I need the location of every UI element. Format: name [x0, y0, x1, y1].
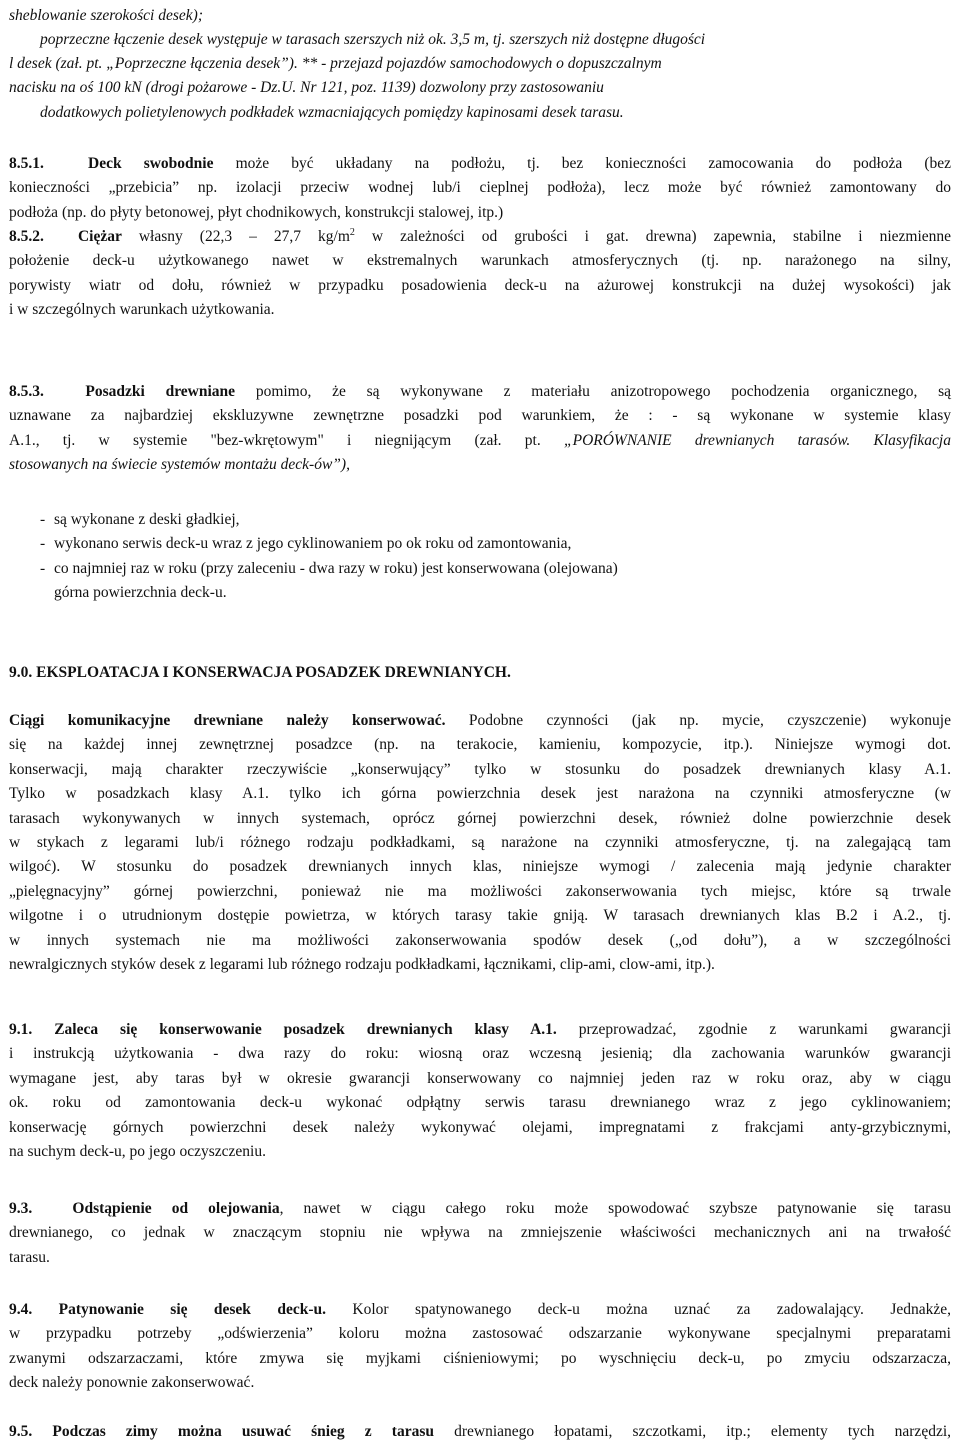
list-item [40, 532, 940, 556]
dash-marker: - [40, 511, 46, 528]
section-8-5-3 [9, 380, 951, 478]
section-9-4 [9, 1298, 951, 1396]
section-9-1-line: wymagane jest, aby taras był w okresie gwarancji konserwowany co najmniej jeden raz w roku oraz, aby w ciągu [9, 1069, 951, 1087]
section-9-1-line: konserwację górnych powierzchni desek należy wykonywać olejami, impregnatami z frakcjami anty-grzybicznymi, [9, 1118, 951, 1136]
intro-line-4: nacisku na oś 100 kN (drogi pożarowe - Dz.U. Nr 121, poz. 1139) dozwolony przy zastosowaniu [9, 79, 604, 96]
section-9-4-line: deck należy ponownie zakonserwować. [9, 1374, 255, 1392]
section-8-5-2 [9, 225, 951, 323]
section-heading: Ciężar [77, 228, 122, 245]
section-9-1-line: i instrukcją użytkowania - dwa razy do roku: wiosną oraz wczesną jesienią; dla zachowania warunków gwarancji [9, 1045, 951, 1063]
section-9-3-line-1 [9, 1197, 951, 1221]
section-9-4-line: w przypadku potrzeby „odświerzenia” koloru można zastosować odszarzanie wykonywane specjalnymi preparatami [9, 1325, 951, 1343]
section-8-5-2-line-1 [9, 225, 951, 249]
dash-marker: - [40, 559, 46, 577]
section-9-4-line: zwanymi odszarzaczami, które zmywa się myjkami ciśnieniowymi; po wyschnięciu deck-u, po zmyciu odszarzacza, [9, 1349, 951, 1367]
section-reference: „PORÓWNANIE drewnianych tarasów. Klasyfikacja [563, 431, 951, 449]
section-9-0-line: się na każdej innej zewnętrznej posadzce (np. na terakocie, kamieniu, kompozycie, itp.). Niniejsze wymogi dot. [9, 736, 951, 754]
section-9-3 [9, 1197, 951, 1270]
list-item-text: są wykonane z deski gładkiej, [54, 511, 240, 528]
section-lead: 9.1. Zaleca się konserwowanie posadzek drewnianych klasy A.1. [9, 1021, 557, 1038]
section-number: 8.5.3. [9, 383, 44, 400]
bullet-list [40, 508, 940, 606]
section-8-5-1 [9, 152, 951, 225]
section-8-5-2-line-3: porywisty wiatr od dołu, również w przypadku posadowienia deck-u na ażurowej konstrukcji na dużej wysokości) jak [9, 276, 951, 294]
section-8-5-1-line-2: konieczności „przebicia” np. izolacji przeciw wodnej lub/i cieplnej podłoża), lecz może być również zamontowany do [9, 179, 951, 197]
list-item [40, 557, 940, 581]
section-9-0-line-1 [9, 709, 951, 733]
section-lead: 9.4. Patynowanie się desek deck-u. [9, 1301, 326, 1318]
section-8-5-1-line-1 [9, 152, 951, 176]
section-8-5-3-line-1 [9, 380, 951, 404]
section-9-0-line: wilgoć). W stosunku do posadzek drewnianych innych klas, niniejsze wymogi / zalecenia mają jedynie charakter [9, 858, 951, 876]
section-heading: Deck swobodnie [88, 155, 214, 172]
intro-line-1: sheblowanie szerokości desek); [9, 7, 203, 24]
list-item [40, 508, 940, 532]
section-9-0-line: w stykach z legarami lub/i różnego rodzaju podkładkami, są narażone na czynniki atmosferyczne, tj. na zalegającą tam [9, 833, 951, 851]
section-9-0-line: konserwacji, mają charakter rzeczywiście „konserwujący” tylko w stosunku do posadzek drewnianych klasy A.1. [9, 760, 951, 778]
section-8-5-3-line-4: stosowanych na świecie systemów montażu deck-ów”), [9, 456, 350, 474]
intro-line-2: poprzeczne łączenie desek występuje w tarasach szerszych niż ok. 3,5 m, tj. szerszych niż dostępne długości [40, 31, 706, 48]
superscript-2: 2 [349, 226, 355, 238]
section-number: 9.3. [9, 1200, 33, 1217]
section-heading: Posadzki drewniane [85, 383, 236, 400]
dash-marker: - [40, 535, 46, 553]
section-9-0-line: tarasach wykonywanych w innych systemach, oprócz górnej powierzchni desek, również dolne powierzchnie desek [9, 809, 951, 827]
intro-line-3: l desek (zał. pt. „Poprzeczne łączenia desek”). ** - przejazd pojazdów samochodowych o dopuszczalnym [9, 55, 662, 72]
section-9-4-line-1 [9, 1298, 951, 1322]
section-8-5-2-line-2: położenie deck-u użytkowanego nawet w ekstremalnych warunkach atmosferycznych (tj. np. narażonego na silny, [9, 252, 951, 270]
section-text: może być układany na podłożu, tj. bez konieczności zamocowania do podłoża (bez [235, 155, 952, 172]
section-text: drewnianego łopatami, szczotkami, itp.; elementy tych narzędzi, [454, 1423, 952, 1440]
section-text: Kolor spatynowanego deck-u można uznać za zadowalający. Jednakże, [352, 1301, 951, 1318]
section-9-5-line-1 [9, 1420, 951, 1444]
section-9-0-line: wilgotne i o utrudnionym dostępie powietrza, w których tarasy takie gniją. W tarasach drewnianych klas B.2 i A.2., tj. [9, 907, 951, 925]
section-9-0 [9, 709, 951, 977]
section-9-3-line: drewnianego, co jednak w znaczącym stopniu nie wpływa na zmniejszenie właściwości mechanicznych ani na trwałość [9, 1224, 951, 1242]
section-9-1-line-1 [9, 1018, 951, 1042]
section-text: pomimo, że są wykonywane z materiału anizotropowego pochodzenia organicznego, są [255, 383, 952, 400]
section-9-0-line: „pielęgnacyjny” górnej powierzchni, ponieważ nie ma możliwości zakonserwowania tych miejsc, które są trwale [9, 882, 951, 900]
section-text: przeprowadzać, zgodnie z warunkami gwarancji [578, 1021, 952, 1038]
list-item-text: wykonano serwis deck-u wraz z jego cyklinowaniem po ok roku od zamontowania, [54, 535, 572, 553]
section-number: 8.5.2. [9, 228, 44, 245]
section-heading: Odstąpienie od olejowania [72, 1200, 280, 1217]
section-9-0-line: newralgicznych styków desek z legarami lub różnego rodzaju podkładkami, łącznikami, clip-ami, clow-ami, itp.). [9, 955, 715, 973]
section-9-0-line: Tylko w posadzkach klasy A.1. tylko ich górna powierzchnia desek jest narażona na czynniki atmosferyczne (w [9, 785, 951, 803]
section-text: , nawet w ciągu całego roku może spowodować szybsze patynowanie się tarasu [279, 1200, 951, 1217]
section-lead: 9.5. Podczas zimy można usuwać śnieg z tarasu [9, 1423, 434, 1440]
section-9-3-line: tarasu. [9, 1248, 50, 1266]
section-9-0-line: w innych systemach nie ma możliwości zakonserwowania spodów desek („od dołu”), a w szczególności [9, 931, 951, 949]
section-9-1-line: ok. roku od zamontowania deck-u wykonać odpłątny serwis tarasu drewnianego wraz z jego cyklinowaniem; [9, 1094, 951, 1112]
section-8-5-3-line-3 [9, 429, 951, 453]
section-text-post: w zależności od grubości i gat. drewna) zapewnia, stabilne i niezmienne [354, 228, 952, 245]
list-item-text: co najmniej raz w roku (przy zaleceniu - dwa razy w roku) jest konserwowana (olejowana) [54, 559, 618, 577]
section-lead: Ciągi komunikacyjne drewniane należy konserwować. [9, 712, 446, 729]
list-item-continuation: górna powierzchnia deck-u. [54, 584, 227, 602]
section-text-pre: własny (22,3 – 27,7 kg/m [138, 228, 350, 245]
section-8-5-1-line-3: podłoża (np. do płyty betonowej, płyt chodnikowych, konstrukcji stalowej, itp.) [9, 203, 504, 221]
section-9-5 [9, 1420, 951, 1444]
section-text: A.1., tj. w systemie "bez-wkrętowym" i niegnijącym (zał. pt. [9, 431, 541, 449]
intro-line-5: dodatkowych polietylenowych podkładek wzmacniających pomiędzy kapinosami desek tarasu. [40, 104, 624, 121]
chapter-title: 9.0. EKSPLOATACJA I KONSERWACJA POSADZEK DREWNIANYCH. [9, 664, 511, 681]
section-8-5-2-line-4: i w szczególnych warunkach użytkowania. [9, 301, 275, 319]
section-8-5-3-line-2: uznawane za najbardziej ekskluzywne zewnętrzne posadzki pod warunkiem, że : - są wykonane w systemie klasy [9, 407, 951, 425]
section-9-1-line: na suchym deck-u, po jego oczyszczeniu. [9, 1142, 266, 1160]
section-number: 8.5.1. [9, 155, 44, 172]
section-text: Podobne czynności (jak np. mycie, czyszczenie) wykonuje [468, 712, 951, 729]
section-9-1 [9, 1018, 951, 1164]
